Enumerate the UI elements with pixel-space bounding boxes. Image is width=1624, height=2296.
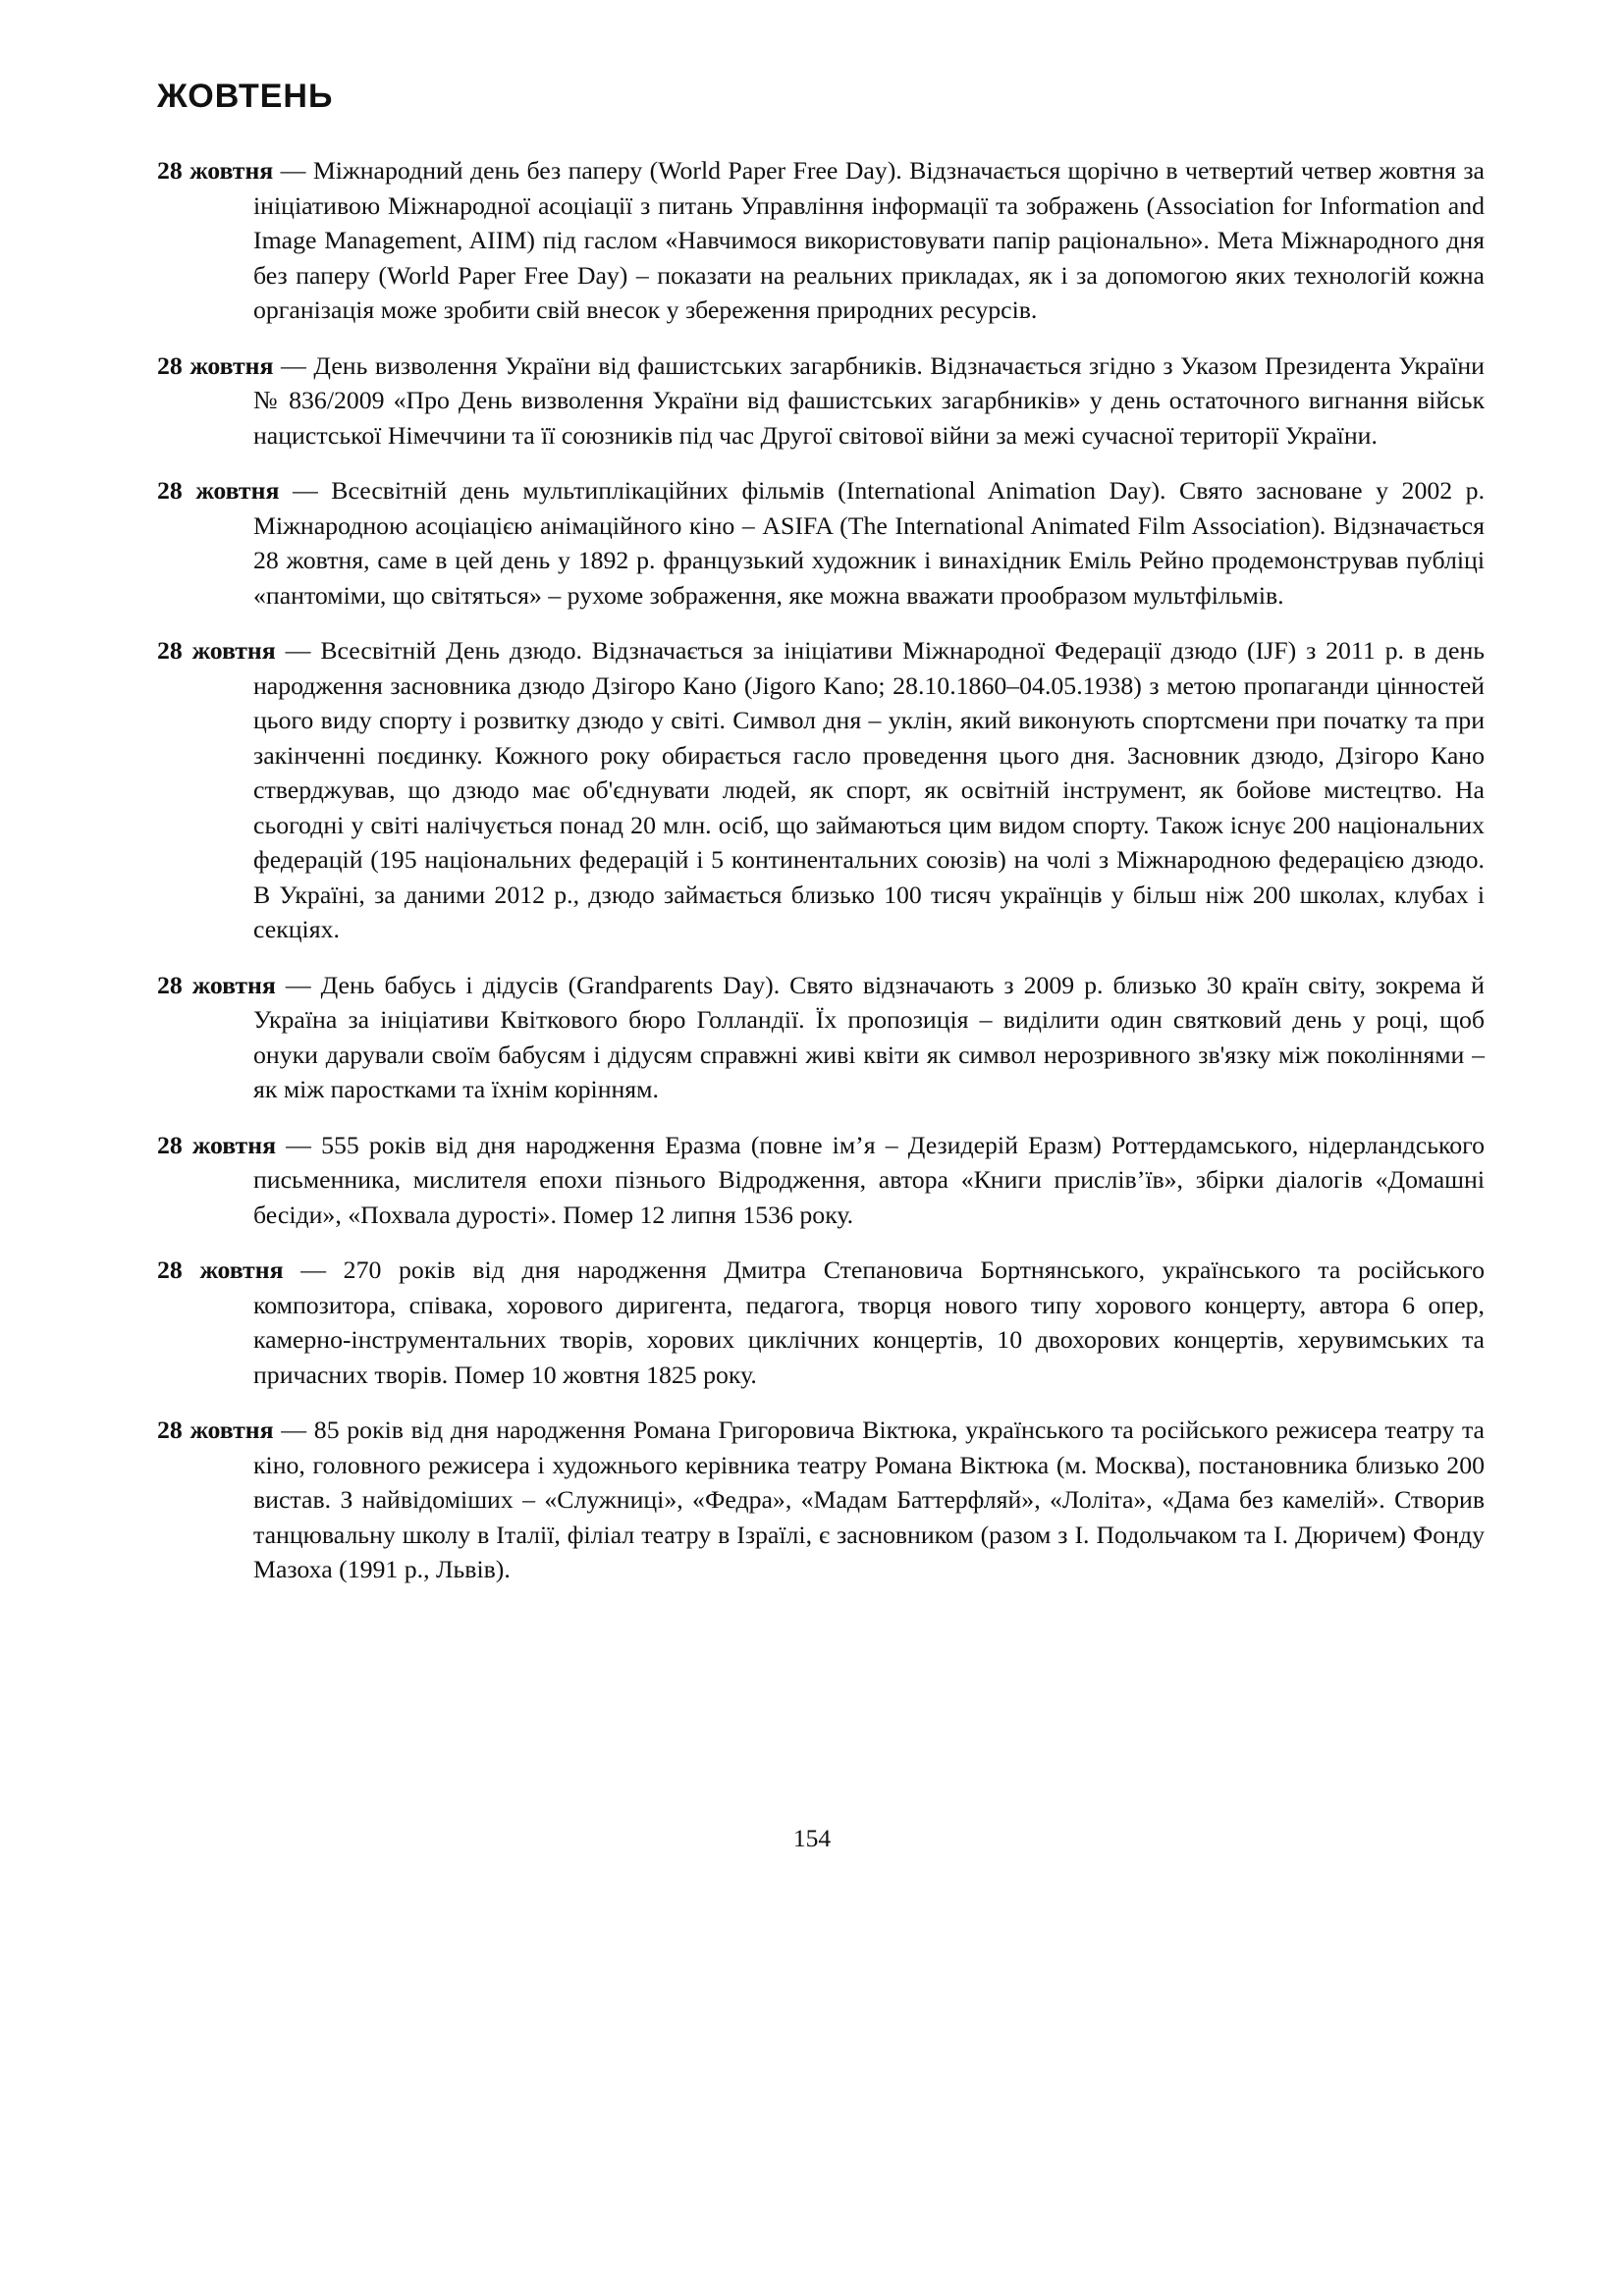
event-entry <box>157 1253 1485 1392</box>
month-heading: ЖОВТЕНЬ <box>157 78 334 115</box>
event-entry <box>157 633 1485 947</box>
dash-separator: — <box>285 636 311 665</box>
event-description: День бабусь і дідусів (Grandparents Day). Свято відзначають з 2009 р. близько 30 країн світу, зокрема й Україна за ініціативи Квіткового бюро Голландії. Їх пропозиція – виділити один святковий день у році, щоб онуки дарували своїм бабусям і дідусям справжні живі квіти як символ нерозривного зв'язку між поколіннями – як між паростками та їхнім корінням. <box>253 970 1485 1103</box>
event-description: День визволення України від фашистських загарбників. Відзначається згідно з Указом Президента України № 836/2009 «Про День визволення України від фашистських загарбників» у день остаточного вигнання військ нацистської Німеччини та її союзників під час Другої світової війни за межі сучасної території України. <box>253 350 1485 450</box>
event-date: 28 жовтня <box>157 636 276 665</box>
dash-separator: — <box>292 476 318 505</box>
dash-separator: — <box>300 1255 327 1284</box>
event-date: 28 жовтня <box>157 476 280 505</box>
dash-separator: — <box>286 1130 311 1159</box>
event-entry <box>157 348 1485 454</box>
event-description: 555 років від дня народження Еразма (повне ім’я – Дезидерій Еразм) Роттердамського, нідерландського письменника, мислителя епохи пізнього Відродження, автора «Книги прислів’їв», збірки діалогів «Домашні бесіди», «Похвала дурості». Помер 12 липня 1536 року. <box>253 1130 1485 1229</box>
event-date: 28 жовтня <box>157 1130 277 1159</box>
event-entry <box>157 473 1485 613</box>
event-date: 28 жовтня <box>157 156 274 185</box>
event-entry <box>157 968 1485 1107</box>
page-body <box>157 77 1485 1608</box>
event-entry <box>157 1413 1485 1587</box>
event-date: 28 жовтня <box>157 970 276 999</box>
event-description: Всесвітній день мультиплікаційних фільмів (International Animation Day). Свято засноване у 2002 р. Міжнародною асоціацією анімаційного кіно – ASIFA (The International Animated Film Association). Відзначається 28 жовтня, саме в цей день у 1892 р. французький художник і винахідник Еміль Рейно продемонстрував публіці «пантоміми, що світяться» – рухоме зображення, яке можна вважати прообразом мультфільмів. <box>253 476 1486 610</box>
event-date: 28 жовтня <box>157 1415 274 1444</box>
dash-separator: — <box>281 1415 307 1444</box>
event-date: 28 жовтня <box>157 1255 284 1284</box>
event-date: 28 жовтня <box>157 350 274 380</box>
dash-separator: — <box>281 350 306 380</box>
dash-separator: — <box>280 156 306 185</box>
event-entry <box>157 1128 1485 1233</box>
dash-separator: — <box>285 970 311 999</box>
event-description: 270 років від дня народження Дмитра Степановича Бортнянського, українського та російського композитора, співака, хорового диригента, педагога, творця нового типу хорового концерту, автора 6 опер, камерно-інструментальних творів, хорових циклічних концертів, 10 двохорових концертів, херувимських та причасних творів. Помер 10 жовтня 1825 року. <box>253 1255 1485 1389</box>
event-description: Всесвітній День дзюдо. Відзначається за ініціативи Міжнародної Федерації дзюдо (IJF) з 2011 р. в день народження засновника дзюдо Дзігоро Кано (Jigoro Kano; 28.10.1860–04.05.1938) з метою пропаганди цінностей цього виду спорту і розвитку дзюдо у світі. Символ дня – уклін, який виконують спортсмени при початку та при закінченні поєдинку. Кожного року обирається гасло проведення цього дня. Засновник дзюдо, Дзігоро Кано стверджував, що дзюдо має об'єднувати людей, як спорт, як освітній інструмент, як бойове мистецтво. На сьогодні у світі налічується понад 20 млн. осіб, що займаються цим видом спорту. Також існує 200 національних федерацій (195 національних федерацій і 5 континентальних союзів) на чолі з Міжнародною федерацією дзюдо. В Україні, за даними 2012 р., дзюдо займається близько 100 тисяч українців у більш ніж 200 школах, клубах і секціях. <box>253 636 1486 943</box>
event-description: Міжнародний день без паперу (World Paper Free Day). Відзначається щорічно в четвертий четвер жовтня за ініціативою Міжнародної асоціації з питань Управління інформації та зображень (Association for Information and Image Management, AIIM) під гаслом «Навчимося використовувати папір раціонально». Мета Міжнародного дня без паперу (World Paper Free Day) – показати на реальних прикладах, як і за допомогою яких технологій кожна організація може зробити свій внесок у збереження природних ресурсів. <box>253 156 1485 324</box>
event-description: 85 років від дня народження Романа Григоровича Віктюка, українського та російського режисера театру та кіно, головного режисера і художнього керівника театру Романа Віктюка (м. Москва), постановника близько 200 вистав. З найвідоміших – «Служниці», «Федра», «Мадам Баттерфляй», «Лоліта», «Дама без камелій». Створив танцювальну школу в Італії, філіал театру в Ізраїлі, є засновником (разом з І. Подольчаком та І. Дюричем) Фонду Мазоха (1991 р., Львів). <box>253 1415 1485 1583</box>
event-entry <box>157 153 1485 328</box>
page-number: 154 <box>792 1824 832 1852</box>
